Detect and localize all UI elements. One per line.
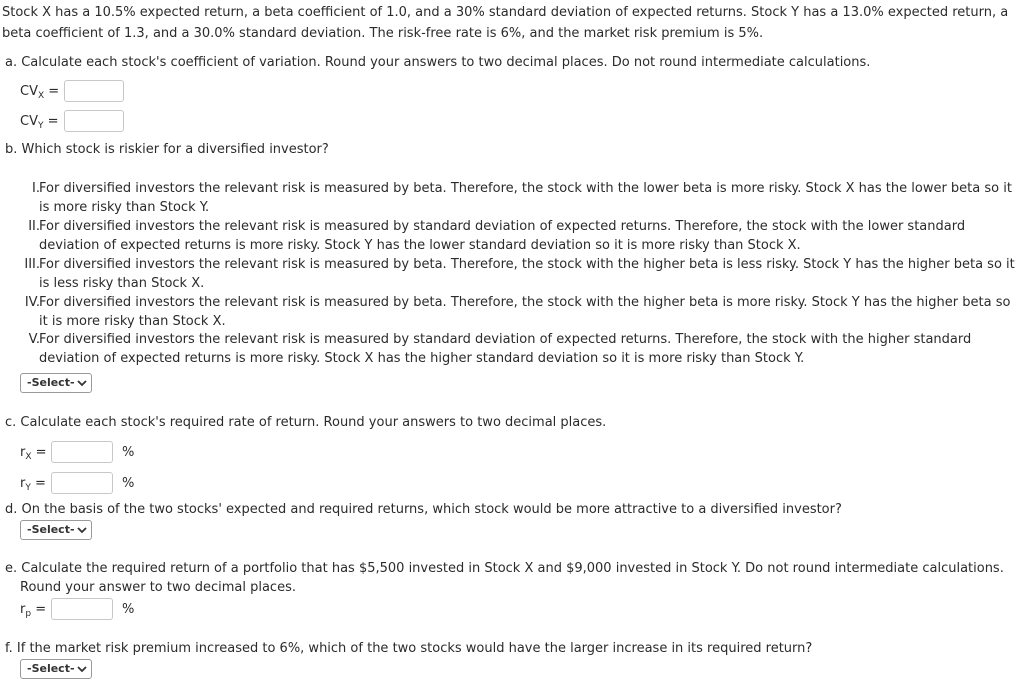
- option-i-numeral: I.: [32, 181, 40, 196]
- option-iii-numeral: III.: [24, 257, 40, 272]
- part-f-select[interactable]: [20, 659, 92, 679]
- ry-label: [20, 476, 46, 491]
- rp-label-text: r: [20, 602, 26, 617]
- part-b-select[interactable]: [20, 373, 92, 393]
- cvy-label: [20, 114, 59, 129]
- part-d-select-label: -Select-: [27, 523, 75, 536]
- option-ii: [22, 217, 1022, 255]
- option-ii-text: For diversified investors the relevant risk is measured by standard deviation of expected returns. Therefore, the stock with the lower standard deviation of expected returns is more risky. Stock Y has the lower standard deviation so it is more risky than Stock X.: [39, 219, 966, 253]
- cvx-eq: =: [48, 84, 60, 99]
- rx-input[interactable]: [51, 441, 113, 463]
- part-f-question: f. If the market risk premium increased to 6%, which of the two stocks would have the larger increase in its required return?: [5, 641, 813, 656]
- ry-sub: Y: [25, 483, 31, 493]
- option-iii-text: For diversified investors the relevant risk is measured by beta. Therefore, the stock with the higher beta is less risky. Stock Y has the higher beta so it is less risky than Stock X.: [39, 257, 1015, 291]
- cvy-sub: Y: [37, 121, 44, 131]
- option-iii: [22, 255, 1022, 293]
- rx-eq: =: [35, 445, 47, 460]
- rp-input[interactable]: [51, 598, 113, 620]
- ry-input[interactable]: [51, 472, 113, 494]
- part-e-question-line1: e. Calculate the required return of a portfolio that has $5,500 invested in Stock X and $9,000 invested in Stock Y. Do not round intermediate calculations.: [5, 561, 1004, 576]
- chevron-down-icon: [77, 379, 87, 387]
- cvx-input[interactable]: [64, 80, 124, 102]
- chevron-down-icon: [77, 526, 87, 534]
- rx-unit: %: [122, 445, 135, 460]
- option-iv: [22, 293, 1022, 331]
- option-v-text: For diversified investors the relevant risk is measured by standard deviation of expected returns. Therefore, the stock with the higher standard deviation of expected returns is more risky. Stock X has the higher standard deviation so it is more risky than Stock Y.: [39, 332, 972, 366]
- rp-label: [20, 602, 46, 617]
- cvx-sub: X: [37, 91, 45, 101]
- cvy-label-text: CV: [20, 114, 38, 129]
- option-iv-text: For diversified investors the relevant risk is measured by beta. Therefore, the stock with the higher beta is more risky. Stock Y has the higher beta so it is more risky than Stock X.: [39, 295, 1011, 329]
- ry-unit: %: [122, 476, 135, 491]
- cvy-input[interactable]: [64, 110, 124, 132]
- option-v-numeral: V.: [28, 332, 40, 347]
- option-v: [22, 330, 1022, 368]
- option-ii-numeral: II.: [28, 219, 40, 234]
- problem-intro: Stock X has a 10.5% expected return, a beta coefficient of 1.0, and a 30% standard deviation of expected returns. Stock Y has a 13.0% expected return, a beta coefficient of 1.3, and a 30.0% standard deviation. The risk-free rate is 6%, and the market risk premium is 5%.: [2, 5, 1009, 41]
- rp-eq: =: [35, 602, 47, 617]
- rx-label: [20, 445, 47, 460]
- chevron-down-icon: [77, 665, 87, 673]
- part-d-question: d. On the basis of the two stocks' expected and required returns, which stock would be more attractive to a diversified investor?: [5, 502, 842, 517]
- ry-label-text: r: [20, 476, 26, 491]
- ry-eq: =: [35, 476, 46, 491]
- cvy-eq: =: [47, 114, 59, 129]
- part-b-question: b. Which stock is riskier for a diversified investor?: [5, 142, 329, 157]
- rx-label-text: r: [20, 445, 26, 460]
- part-f-select-label: -Select-: [27, 662, 75, 675]
- part-a-question: a. Calculate each stock's coefficient of variation. Round your answers to two decimal places. Do not round intermediate calculations.: [5, 55, 871, 70]
- option-i: [22, 179, 1022, 217]
- rp-sub: p: [25, 609, 32, 619]
- option-iv-numeral: IV.: [24, 295, 40, 310]
- rp-unit: %: [122, 602, 135, 617]
- rx-sub: X: [25, 452, 32, 462]
- part-d-select[interactable]: [20, 520, 92, 540]
- option-i-text: For diversified investors the relevant risk is measured by beta. Therefore, the stock with the lower beta is more risky. Stock X has the lower beta so it is more risky than Stock Y.: [39, 181, 1012, 215]
- part-b-select-label: -Select-: [27, 376, 75, 389]
- part-c-question: c. Calculate each stock's required rate of return. Round your answers to two decimal places.: [5, 415, 607, 430]
- cvx-label-text: CV: [20, 84, 38, 99]
- cvx-label: [20, 84, 59, 99]
- part-e-question-line2: Round your answer to two decimal places.: [20, 580, 296, 595]
